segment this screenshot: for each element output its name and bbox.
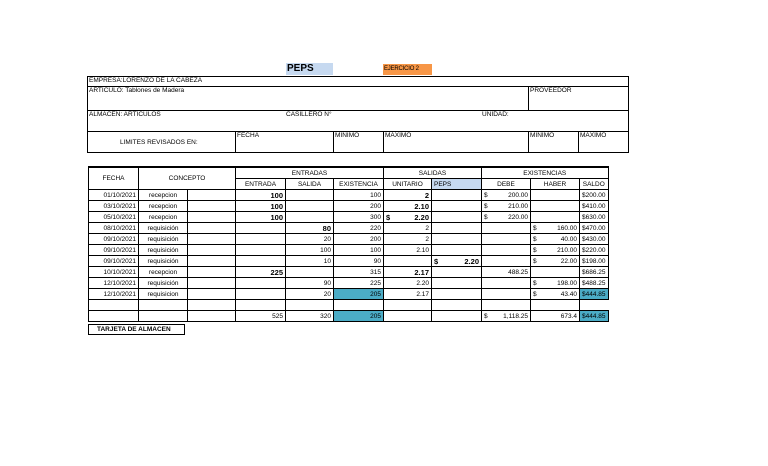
col-haber-header: HABER bbox=[531, 179, 580, 190]
row-blank bbox=[188, 234, 236, 245]
row-concepto: requisición bbox=[139, 256, 188, 267]
title-peps: PEPS bbox=[286, 63, 333, 75]
row-concepto: requisición bbox=[139, 223, 188, 234]
col-peps-header: PEPS bbox=[432, 179, 482, 190]
row-salida bbox=[286, 190, 334, 201]
row-salida: 20 bbox=[286, 289, 334, 300]
row-saldo: $ 444.85 bbox=[580, 289, 609, 300]
table-row bbox=[89, 245, 609, 256]
row-saldo: $ 630.00 bbox=[580, 212, 609, 223]
unidad-label: UNIDAD: bbox=[482, 111, 509, 118]
row-entrada: 100 bbox=[236, 190, 286, 201]
row-saldo: $ 430.00 bbox=[580, 234, 609, 245]
footer-label: TARJETA DE ALMACEN bbox=[88, 324, 185, 335]
articulo-label: ARTICULO: Tablones de Madera bbox=[89, 87, 185, 94]
row-salida: 10 bbox=[286, 256, 334, 267]
total-salida: 320 bbox=[286, 311, 334, 322]
row-salida: 100 bbox=[286, 245, 334, 256]
row-unitario: 2.17 bbox=[384, 267, 432, 278]
row-entrada: 100 bbox=[236, 201, 286, 212]
fecha-limit-label: FECHA bbox=[237, 132, 260, 139]
maximo-label-2: MAXIMO bbox=[580, 132, 607, 139]
row-entrada bbox=[236, 278, 286, 289]
col-existencia-header: EXISTENCIA bbox=[334, 179, 384, 190]
row-existencia: 225 bbox=[334, 278, 384, 289]
row-concepto: requisición bbox=[139, 234, 188, 245]
row-salida: 80 bbox=[286, 223, 334, 234]
row-fecha: 08/10/2021 bbox=[89, 223, 139, 234]
total-entrada: 525 bbox=[236, 311, 286, 322]
row-concepto: recepcion bbox=[139, 267, 188, 278]
row-haber: $ 43.40 bbox=[531, 289, 580, 300]
row-debe: 488.25 bbox=[482, 267, 531, 278]
row-peps bbox=[432, 201, 482, 212]
existencias-group-header: EXISTENCIAS bbox=[482, 167, 609, 179]
row-peps: $ 2.20 bbox=[432, 256, 482, 267]
row-blank bbox=[188, 256, 236, 267]
row-existencia: 100 bbox=[334, 190, 384, 201]
entradas-group-header: ENTRADAS bbox=[236, 167, 384, 179]
row-unitario: 2.17 bbox=[384, 289, 432, 300]
row-haber: $ 160.00 bbox=[531, 223, 580, 234]
table-row bbox=[89, 223, 609, 234]
row-concepto: requisicion bbox=[139, 289, 188, 300]
row-debe: $ 220.00 bbox=[482, 212, 531, 223]
row-entrada: 100 bbox=[236, 212, 286, 223]
empresa-label: EMPRESA:LORENZO DE LA CABEZA bbox=[89, 77, 203, 84]
row-unitario: 2.10 bbox=[384, 201, 432, 212]
row-debe bbox=[482, 256, 531, 267]
almacen-label: ALMACEN: ARTICULOS bbox=[89, 111, 161, 118]
row-haber: $ 198.00 bbox=[531, 278, 580, 289]
row-haber bbox=[531, 201, 580, 212]
row-existencia: 300 bbox=[334, 212, 384, 223]
row-entrada: 225 bbox=[236, 267, 286, 278]
col-unitario-header: UNITARIO bbox=[384, 179, 432, 190]
row-debe bbox=[482, 245, 531, 256]
row-peps bbox=[432, 223, 482, 234]
row-concepto: requisición bbox=[139, 278, 188, 289]
row-debe bbox=[482, 289, 531, 300]
row-existencia: 90 bbox=[334, 256, 384, 267]
row-salida bbox=[286, 267, 334, 278]
row-fecha: 09/10/2021 bbox=[89, 245, 139, 256]
table-row bbox=[89, 278, 609, 289]
row-concepto: recepcion bbox=[139, 190, 188, 201]
row-blank bbox=[188, 212, 236, 223]
row-entrada bbox=[236, 289, 286, 300]
row-unitario: 2.10 bbox=[384, 245, 432, 256]
totals-row bbox=[89, 311, 609, 322]
row-debe: $ 200.00 bbox=[482, 190, 531, 201]
row-haber: $ 210.00 bbox=[531, 245, 580, 256]
row-fecha: 12/10/2021 bbox=[89, 289, 139, 300]
row-existencia: 315 bbox=[334, 267, 384, 278]
row-concepto: recepcion bbox=[139, 201, 188, 212]
row-salida bbox=[286, 212, 334, 223]
row-blank bbox=[188, 289, 236, 300]
row-fecha: 12/10/2021 bbox=[89, 278, 139, 289]
row-saldo: $ 220.00 bbox=[580, 245, 609, 256]
row-saldo: $ 488.25 bbox=[580, 278, 609, 289]
table-row bbox=[89, 256, 609, 267]
row-haber bbox=[531, 190, 580, 201]
row-haber bbox=[531, 267, 580, 278]
table-row bbox=[89, 212, 609, 223]
proveedor-label: PROVEEDOR bbox=[530, 87, 572, 94]
row-haber: $ 22.00 bbox=[531, 256, 580, 267]
row-blank bbox=[188, 223, 236, 234]
row-entrada bbox=[236, 245, 286, 256]
maximo-label-1: MAXIMO bbox=[385, 132, 412, 139]
table-row bbox=[89, 190, 609, 201]
col-salida-header: SALIDA bbox=[286, 179, 334, 190]
row-saldo: $ 686.25 bbox=[580, 267, 609, 278]
row-debe: $ 210.00 bbox=[482, 201, 531, 212]
row-blank bbox=[188, 267, 236, 278]
row-existencia: 100 bbox=[334, 245, 384, 256]
row-existencia: 205 bbox=[334, 289, 384, 300]
row-peps bbox=[432, 267, 482, 278]
exercise-badge: EJERCICIO 2 bbox=[383, 64, 432, 75]
row-haber: $ 40.00 bbox=[531, 234, 580, 245]
row-debe bbox=[482, 234, 531, 245]
row-blank bbox=[188, 245, 236, 256]
row-fecha: 09/10/2021 bbox=[89, 234, 139, 245]
kardex-table bbox=[88, 166, 609, 322]
row-peps bbox=[432, 190, 482, 201]
row-entrada bbox=[236, 223, 286, 234]
row-peps bbox=[432, 212, 482, 223]
row-saldo: $ 200.00 bbox=[580, 190, 609, 201]
row-blank bbox=[188, 190, 236, 201]
salidas-group-header: SALIDAS bbox=[384, 167, 482, 179]
row-fecha: 10/10/2021 bbox=[89, 267, 139, 278]
table-row bbox=[89, 234, 609, 245]
table-row bbox=[89, 267, 609, 278]
casillero-label: CASILLERO N° bbox=[286, 111, 332, 118]
row-unitario: 2.20 bbox=[384, 278, 432, 289]
row-entrada bbox=[236, 234, 286, 245]
minimo-label-1: MINIMO bbox=[335, 132, 360, 139]
col-saldo-header: SALDO bbox=[580, 179, 609, 190]
limites-label: LIMITES REVISADOS EN: bbox=[120, 139, 198, 146]
minimo-label-2: MINIMO bbox=[530, 132, 555, 139]
row-unitario: 2 bbox=[384, 234, 432, 245]
row-concepto: recepcion bbox=[139, 212, 188, 223]
row-debe bbox=[482, 223, 531, 234]
row-salida bbox=[286, 201, 334, 212]
row-haber bbox=[531, 212, 580, 223]
row-fecha: 05/10/2021 bbox=[89, 212, 139, 223]
col-debe-header: DEBE bbox=[482, 179, 531, 190]
row-salida: 20 bbox=[286, 234, 334, 245]
row-peps bbox=[432, 245, 482, 256]
row-existencia: 220 bbox=[334, 223, 384, 234]
row-unitario: $ 2.20 bbox=[384, 212, 432, 223]
total-existencia: 205 bbox=[334, 311, 384, 322]
row-saldo: $ 470.00 bbox=[580, 223, 609, 234]
col-entrada-header: ENTRADA bbox=[236, 179, 286, 190]
row-peps bbox=[432, 278, 482, 289]
row-fecha: 09/10/2021 bbox=[89, 256, 139, 267]
row-fecha: 01/10/2021 bbox=[89, 190, 139, 201]
row-concepto: requisición bbox=[139, 245, 188, 256]
total-saldo: $ 444.85 bbox=[580, 311, 609, 322]
row-salida: 90 bbox=[286, 278, 334, 289]
table-row bbox=[89, 289, 609, 300]
row-peps bbox=[432, 234, 482, 245]
total-debe: $ 1,118.25 bbox=[482, 311, 531, 322]
row-unitario bbox=[384, 256, 432, 267]
row-existencia: 200 bbox=[334, 234, 384, 245]
row-blank bbox=[188, 201, 236, 212]
row-saldo: $ 198.00 bbox=[580, 256, 609, 267]
row-debe bbox=[482, 278, 531, 289]
total-haber: 673.4 bbox=[531, 311, 580, 322]
col-concepto-header: CONCEPTO bbox=[139, 167, 236, 190]
table-row bbox=[89, 201, 609, 212]
col-fecha-header: FECHA bbox=[89, 167, 139, 190]
row-existencia: 200 bbox=[334, 201, 384, 212]
row-fecha: 03/10/2021 bbox=[89, 201, 139, 212]
row-blank bbox=[188, 278, 236, 289]
row-peps bbox=[432, 289, 482, 300]
row-unitario: 2 bbox=[384, 223, 432, 234]
row-entrada bbox=[236, 256, 286, 267]
row-unitario: 2 bbox=[384, 190, 432, 201]
row-saldo: $ 410.00 bbox=[580, 201, 609, 212]
